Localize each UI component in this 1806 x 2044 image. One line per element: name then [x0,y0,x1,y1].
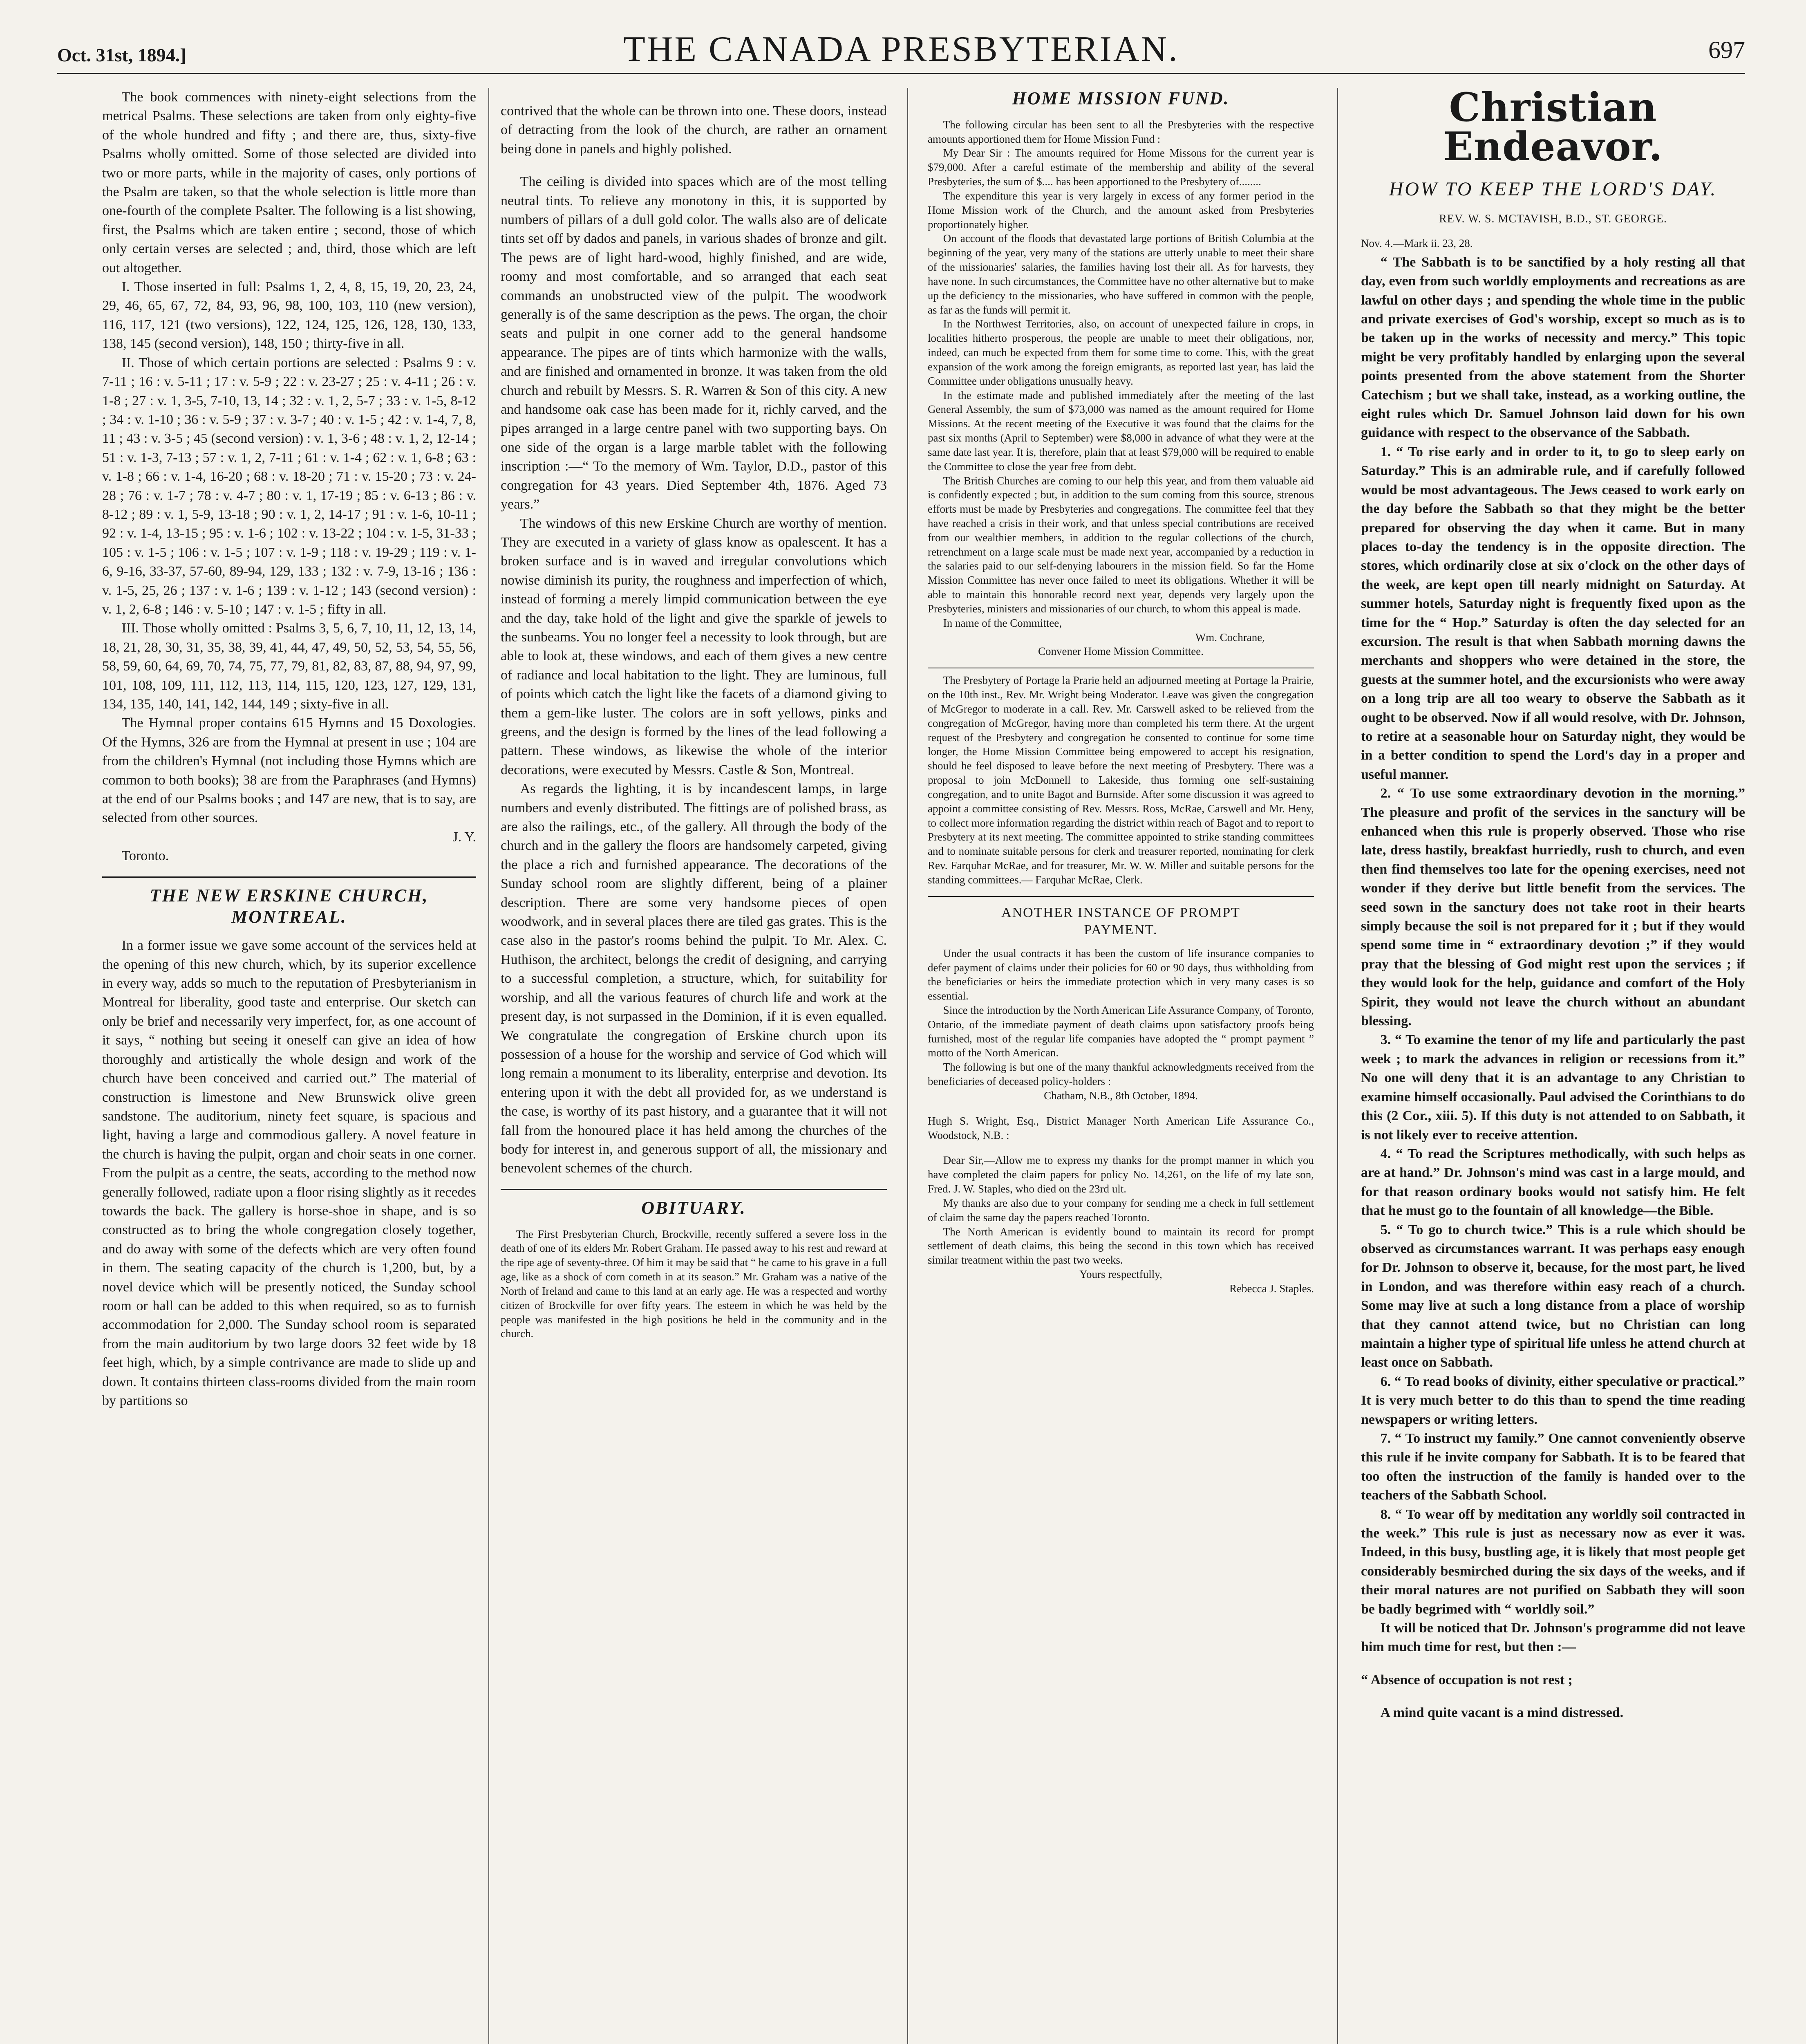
column-divider [1337,88,1338,2044]
header-rule [57,73,1745,74]
paragraph: In a former issue we gave some account of the services held at the opening of this new church, which, by its superior excellence in every way, adds so much to the reputation of Presbyterianism in Montreal for liberality, good taste and enterprise. Our sketch can only be brief and necessarily very imperfect, for, as one account of it says, “ nothing but seeing it oneself can give an idea of how thoroughly and artistically the whole design and work of the church have been conceived and carried out.” The material of construction is limestone and New Brunswick olive green sandstone. The auditorium, ninety feet square, is spacious and light, having a large and commodious gallery. A novel feature in the church is having the pulpit, organ and choir seats in one corner. From the pulpit as a centre, the seats, according to the method now generally followed, radiate upon a floor rising slightly as it recedes towards the back. The gallery is horse-shoe in shape, and is so constructed as to bring the whole congregation closely together, and do away with some of the defects which are very often found in them. The seating capacity of the church is 1,200, but, by a novel device which will be presently noticed, the Sunday school room or hall can be added to this when required, so as to furnish accommodation for 2,000. The Sunday school room is separated from the main auditorium by two large doors 32 feet wide by 18 feet high, which, by a simple contrivance are made to slide up and down. It contains thirteen class-rooms divided from the main room by partitions so [102,938,476,1408]
erskine-heading [102,885,476,928]
paragraph: The British Churches are coming to our help this year, and from them valuable aid is confidently expected ; but, in addition to the sum coming from this source, strenous efforts must be made by Presbyteries and congregations. The committee feel that they have reached a crisis in their work, and that unless special contributions are received from our wealthier members, in addition to the regular collections of the church, retrenchment on a large scale must be made next year, accompanied by a reduction in the salaries paid to our self-denying labourers in the mission field. So far the Home Mission Committee has never once failed to meet its obligations. Whether it will be able to maintain this honorable record next year, depends very largely upon the Presbyteries, ministers and missionaries of our church, to whom this appeal is made. [928,474,1314,615]
paragraph: The First Presbyterian Church, Brockville, recently suffered a severe loss in the death of one of its elders Mr. Robert Graham. He passed away to his rest and reward at the ripe age of seventy-three. Of him it may be said that “ he came to his grave in a full age, like as a shock of corn cometh in at its season.” Mr. Graham was a native of the North of Ireland and came to this land at an early age. He was a respected and worthy citizen of Brockville for over fifty years. The esteem in which he was held by the people was manifested in the high positions he held in the community and in the church. [501,1228,887,1340]
column-divider [488,88,489,2044]
scripture-reference: Nov. 4.—Mark ii. 23, 28. [1361,237,1473,249]
column-1 [102,88,476,2044]
paragraph: 1. “ To rise early and in order to it, to go to sleep early on Saturday.” This is an admirable rule, and if carefully followed would be most advantageous. The Jews ceased to work early on the day before the Sabbath so that they might be the better prepared for observing the day when it came. But in many places to-day the tendency is in the opposite direction. The stores, which ordinarily close at six o'clock on the other days of the week, are kept open till nearly midnight on Saturday. At summer hotels, Saturday night is frequently fixed upon as the time for the “ Hop.” Saturday is often the day selected for an excursion. The result is that when Sabbath morning dawns the merchants and shoppers who were detained in the store, the guests at the summer hotel, and the excursionists who were away on a long trip are all too weary to observe the Sabbath as it ought to be observed. Now if all would resolve, with Dr. Johnson, to retire at a seasonable hour on Saturday night, they would be in a better condition to spend the Lord's day in a proper and useful manner. [1361,444,1745,782]
paragraph: Dear Sir,—Allow me to express my thanks for the prompt manner in which you have completed the claim papers for policy No. 14,261, on the life of my late son, Fred. J. W. Staples, who died on the 23rd ult. [928,1154,1314,1195]
paragraph: III. Those wholly omitted : Psalms 3, 5, 6, 7, 10, 11, 12, 13, 14, 18, 21, 28, 30, 31, 35, 38, 39, 41, 44, 47, 49, 50, 52, 53, 54, 55, 56, 58, 59, 60, 64, 69, 70, 74, 75, 77, 79, 81, 82, 83, 87, 88, 94, 97, 99, 101, 108, 109, 111, 112, 113, 114, 115, 120, 123, 127, 129, 131, 134, 135, 140, 141, 142, 144, 149 ; sixty-five in all. [102,621,476,712]
signature: Wm. Cochrane, [1195,631,1265,643]
column-3 [928,88,1314,2044]
paragraph: “ The Sabbath is to be sanctified by a holy resting all that day, even from such worldly employments and recreations as are lawful on other days ; and spending the whole time in the public and private exercises of God's worship, except so much as is to be taken up in the works of necessity and mercy.” This topic might be very profitably handled by enlarging upon the several points presented from the above statement from the Shorter Catechism ; but we shall take, instead, as a working outline, the eight rules which Dr. Samuel Johnson laid down for his own guidance with respect to the observance of the Sabbath. [1361,254,1745,441]
paragraph: 8. “ To wear off by meditation any worldly soil contracted in the week.” This rule is just as necessary now as ever it was. Indeed, in this busy, bustling age, it is likely that most people get considerably besmirched during the six days of the weeks, and if their moral natures are not purified on Sabbath they will soon be badly begrimed with “ worldly soil.” [1361,1506,1745,1617]
signature: Rebecca J. Staples. [1229,1282,1314,1295]
paragraph: On account of the floods that devastated large portions of British Columbia at the beginning of the year, very many of the stations are utterly unable to meet their share of the missionaries' salaries, the families having lost their all. As for harvests, they have none. In such circumstances, the Committee have no other alternative but to make up the deficiency to the missionaries, who have suffered in common with the people, as far as the funds will permit it. [928,232,1314,316]
author-initials: J. Y. [452,829,476,845]
prompt-payment-heading-line2: PAYMENT. [1084,922,1158,938]
paragraph: The following is but one of the many thankful acknowledgments received from the beneficiaries of deceased policy-holders : [928,1061,1314,1088]
section-rule [102,876,476,878]
prompt-payment-heading-line1: ANOTHER INSTANCE OF PROMPT [1001,905,1240,920]
paragraph: contrived that the whole can be thrown into one. These doors, instead of detracting from the look of the church, are rather an ornament being done in panels and highly polished. [501,103,887,157]
section-rule [928,896,1314,897]
paragraph: In the estimate made and published immediately after the meeting of the last General Assembly, the sum of $73,000 was named as the amount required for Home Missions. At the recent meeting of the Executive it was found that the claims for the past six months (April to September) were $8,000 in advance of what they were at the same date last year. It is, therefore, plain that at least $79,000 will be required to enable the Committee to close the year free from debt. [928,389,1314,473]
paragraph: 5. “ To go to church twice.” This is a rule which should be observed as circumstances warrant. It was perhaps easy enough for Dr. Johnson to observe it, because, for the most part, he lived in London, and was therefore within easy reach of a church. Some may live at such a long distance from a place of worship that they cannot attend twice, but no Christian can long maintain a higher type of spiritual life unless he attend church at least once on Sabbath. [1361,1222,1745,1370]
paragraph: 7. “ To instruct my family.” One cannot conveniently observe this rule if he invite company for Sabbath. It is to be feared that too often the instruction of the family is handed over to the teachers of the Sabbath School. [1361,1431,1745,1503]
paragraph: My thanks are also due to your company for sending me a check in full settlement of claim the same day the papers reached Toronto. [928,1197,1314,1224]
paragraph: In the Northwest Territories, also, on account of unexpected failure in crops, in localities hitherto prosperous, the people are unable to meet their obligations, nor, indeed, can much be expected from them for some time to come. This, with the great expansion of the work among the foreign emigrants, as reported last year, has laid the Committee under obligations unusually heavy. [928,318,1314,387]
paragraph: The following circular has been sent to all the Presbyteries with the respective amounts apportioned them for Home Mission Fund : [928,118,1314,145]
author-place: Toronto. [121,848,169,864]
letter-closing: Yours respectfully, [1079,1268,1162,1281]
christian-endeavor-heading: Christian Endeavor. [1443,88,1663,170]
page-number: 697 [1708,36,1745,63]
paragraph: 3. “ To examine the tenor of my life and particularly the past week ; to mark the advances in religion or recessions from it.” No one will deny that it is an advantage to any Christian to examine himself occasionally. Paul advised the Corinthians to do this (2 Cor., xiii. 5). If this duty is not attended to on Sabbath, it is not likely ever to receive attention. [1361,1032,1745,1143]
paragraph: My Dear Sir : The amounts required for Home Missons for the current year is $79,000. After a careful estimate of the membership and ability of the several Presbyteries, the sum of $.... has been apportioned to the Presbytery of........ [928,147,1314,188]
paragraph: II. Those of which certain portions are selected : Psalms 9 : v. 7-11 ; 16 : v. 5-11 ; 17 : v. 5-9 ; 22 : v. 23-27 ; 25 : v. 4-11 ; 26 : v. 1-8 ; 27 : v. 1, 3-5, 7-10, 13, 14 ; 32 : v. 1, 2, 5-7 ; 33 : v. 1-5, 8-12 ; 34 : v. 1-10 ; 36 : v. 5-9 ; 37 : v. 3-7 ; 40 : v. 1-5 ; 42 : v. 1-4, 7, 8, 11 ; 43 : v. 3-5 ; 45 (second version) : v. 1, 3-6 ; 48 : v. 1, 2, 12-14 ; 51 : v. 1-3, 7-13 ; 57 : v. 1, 2, 7-11 ; 61 : v. 1-4 ; 62 : v. 1, 6-8 ; 63 : v. 1-8 ; 66 : v. 1-4, 16-20 ; 68 : v. 18-20 ; 71 : v. 15-20 ; 73 : v. 24-28 ; 76 : v. 1-7 ; 78 : v. 4-7 ; 80 : v. 1, 17-19 ; 85 : v. 6-13 ; 86 : v. 8-12 ; 89 : v. 1, 5-9, 13-18 ; 90 : v. 1, 2, 14-17 ; 91 : v. 1-6, 10-11 ; 92 : v. 1-4, 13-15 ; 95 : v. 1-6 ; 102 : v. 13-22 ; 104 : v. 1-5, 31-33 ; 105 : v. 1-5 ; 106 : v. 1-5 ; 107 : v. 1-9 ; 118 : v. 19-29 ; 119 : v. 1-6, 9-16, 33-37, 57-60, 89-94, 129, 133 ; 132 : v. 7-9, 13-16 ; 136 : v. 1-5, 25, 26 ; 137 : v. 1-6 ; 139 : v. 1-12 ; 143 (second version) : v. 1, 2, 6-8 ; 146 : v. 5-10 ; 147 : v. 1-5 ; fifty in all. [102,355,476,617]
column-2 [501,88,887,2044]
paragraph: The ceiling is divided into spaces which are of the most telling neutral tints. To relieve any monotony in this, it is supported by numbers of pillars of a dull gold color. The walls also are of delicate tints set off by dados and panels, in various shades of bronze and gilt. The pews are of light hard-wood, highly finished, and are wide, roomy and most comfortable, and so arranged that each seat commands an unobstructed view of the pulpit. The woodwork generally is of the same description as the pews. The organ, the choir seats and pulpit in one corner add to the general handsome appearance. The pipes are of tints which harmonize with the walls, and are finished and ornamented in bronze. It was taken from the old church and rebuilt by Messrs. S. R. Warren & Son of this city. A new and handsome oak case has been made for it, richly carved, and the pipes arranged in a large centre panel with two supporting bays. On one side of the organ is a large marble tablet with the following inscription :—“ To the memory of Wm. Taylor, D.D., pastor of this congregation for 43 years. Died September 4th, 1876. Aged 73 years.” [501,174,887,512]
issue-date: Oct. 31st, 1894.] [57,45,186,65]
prompt-payment-heading [928,904,1314,939]
masthead-title: THE CANADA PRESBYTERIAN. [623,29,1179,69]
paragraph: The Hymnal proper contains 615 Hymns and 15 Doxologies. Of the Hymns, 326 are from the Hymnal at present in use ; 104 are from the children's Hymnal (not including those Hymns which are common to both books); 38 are from the Paraphrases (and Hymns) at the end of our Psalms books ; and 147 are new, that is to say, are selected from other sources. [102,715,476,826]
paragraph: Under the usual contracts it has been the custom of life insurance companies to defer payment of claims under their policies for 60 or 90 days, thus withholding from the beneficiaries or heirs the immediate protection which in very many cases is so essential. [928,947,1314,1002]
quote-line: A mind quite vacant is a mind distressed. [1380,1705,1624,1721]
signature-title: Convener Home Mission Committee. [1038,645,1204,658]
erskine-heading-line1: THE NEW ERSKINE CHURCH, [150,885,429,905]
page-header [57,29,1745,74]
obituary-heading: OBITUARY. [641,1197,746,1218]
paragraph: Since the introduction by the North American Life Assurance Company, of Toronto, Ontario, of the immediate payment of death claims upon satisfactory proofs being furnished, most of the regular life companies have adopted the “ prompt payment ” motto of the North American. [928,1004,1314,1059]
paragraph: I. Those inserted in full: Psalms 1, 2, 4, 8, 15, 19, 20, 23, 24, 29, 46, 65, 67, 72, 84, 93, 96, 98, 100, 103, 110 (new version), 116, 117, 121 (two versions), 122, 124, 125, 126, 128, 130, 133, 138, 145 (second version), 148, 150 ; thirty-five in all. [102,279,476,352]
paragraph: It will be noticed that Dr. Johnson's programme did not leave him much time for rest, but then :— [1361,1620,1745,1655]
letter-address: Hugh S. Wright, Esq., District Manager North American Life Assurance Co., Woodstock, N.B. : [928,1114,1314,1141]
paragraph: As regards the lighting, it is by incandescent lamps, in large numbers and evenly distributed. The fittings are of polished brass, as are also the railings, etc., of the gallery. All through the body of the church and in the gallery the floors are handsomely carpeted, giving the place a rich and furnished appearance. The decorations of the Sunday school room are slightly different, being of a plainer description. There are some very handsome pieces of open woodwork, and in several places there are tiled gas grates. This is the case also in the pastor's rooms behind the pulpit. To Mr. Alex. C. Huthison, the architect, belongs the credit of designing, and carrying to a successful completion, a structure, which, for suitability for worship, and all the various features of church life and work at the present day, is not surpassed in the Dominion, if it is even equalled. We congratulate the congregation of Erskine church upon its possession of a house for the worship and service of God which will long remain a monument to its liberality, enterprise and devotion. Its entering upon it with the debt all provided for, as we understand is the case, is worthy of its past history, and a guarantee that it will not fall from the honoured place it has held among the churches of the body for interest in, and generous support of all, the missionary and benevolent schemes of the church. [501,781,887,1176]
paragraph: 2. “ To use some extraordinary devotion in the morning.” The pleasure and profit of the services in the sanctury will be enhanced when this rule is properly observed. Those who rise late, dress hastily, breakfast hurriedly, rush to church, and even then find themselves too late for the opening exercises, need not wonder if they derive but little benefit from the services. The seed sown in the sanctury does not take root in their hearts simply because the soil is not prepared for it ; but if they would spend some time in “ extraordinary devotion ;” if they would pray that the blessing of God might rest upon the services ; if they would look for the help, guidance and comfort of the Holy Spirit, they would not leave the church without an abundant blessing. [1361,786,1745,1029]
paragraph: The book commences with ninety-eight selections from the metrical Psalms. These selections are taken from only eighty-five of the whole hundred and fifty ; and there are, thus, sixty-five Psalms wholly omitted. Some of those selected are divided into two or more parts, while in the majority of cases, only portions of the Psalm are taken, so that the whole selection is little more than one-fourth of the complete Psalter. The following is a list showing, first, the Psalms which are taken entire ; second, those of which only certain verses are selected ; and, third, those which are left out altogether. [102,90,476,276]
paragraph: The expenditure this year is very largely in excess of any former period in the Home Mission work of the Church, and the amount asked from Presbyteries proportionately higher. [928,189,1314,231]
paragraph: In name of the Committee, [943,616,1062,629]
byline: REV. W. S. MCTAVISH, B.D., ST. GEORGE. [1439,213,1667,225]
quote-line: “ Absence of occupation is not rest ; [1361,1672,1573,1688]
lords-day-subheading: HOW TO KEEP THE LORD'S DAY. [1389,178,1717,200]
paragraph: The windows of this new Erskine Church are worthy of mention. They are executed in a variety of glass know as opalescent. It has a broken surface and is in waved and irregular convolutions which nowise diminish its purity, the roughness and imperfection of which, instead of forming a merely limpid communication between the eye and the day, take hold of the light and give the sparkle of jewels to the sunbeams. You no longer feel a necessity to look through, but are able to look at, these windows, and each of them gives a new centre of radiance and local habitation to the light. They are luminous, full of points which catch the light like the facets of a diamond giving to them a gem-like luster. The colors are in soft yellows, pinks and greens, and the design is formed by the lines of the lead following a pattern. These windows, as likewise the whole of the interior decorations, were executed by Messrs. Castle & Son, Montreal. [501,515,887,778]
letter-date: Chatham, N.B., 8th October, 1894. [1044,1089,1198,1102]
column-4 [1361,88,1745,2044]
erskine-heading-line2: MONTREAL. [231,907,347,927]
paragraph: 4. “ To read the Scriptures methodically, with such helps as are at hand.” Dr. Johnson's mind was cast in a large mould, and for that reason ordinary books would not satisfy him. He felt that he must go to the fountain of all knowledge—the Bible. [1361,1146,1745,1219]
home-mission-heading: HOME MISSION FUND. [1012,88,1230,108]
paragraph: The Presbytery of Portage la Prarie held an adjourned meeting at Portage la Prairie, on the 10th inst., Rev. Mr. Wright being Moderator. Leave was given the congregation of McGregor to moderate in a call. Rev. Mr. Carswell asked to be relieved from the congregation of McGregor, having more than completed his term there. At the urgent request of the Presbytery and congregation he consented to continue for some time longer, the Home Mission Committee being empowered to accept his resignation, should he feel disposed to leave before the next meeting of Presbytery. There was a proposal to join McDonnell to Lakeside, thus forming one self-sustaining congregation, and to unite Bagot and Burnside. After some discussion it was agreed to appoint a committee consisting of Rev. Messrs. Ross, McRae, Carswell and Mr. Heny, to collect more information regarding the district within reach of Bagot and to report to Presbytery at its next meeting. The committee appointed to strike standing committees and to nominate suitable persons for clerk and treasurer reported, nominating for clerk Rev. Farquhar McRae, and for treasurer, Mr. W. W. Miller and suitable persons for the standing committees.— Farquhar McRae, Clerk. [928,674,1314,886]
section-rule [501,1189,887,1190]
paragraph: The North American is evidently bound to maintain its record for prompt settlement of death claims, this being the second in this town which has received similar treatment within the past two weeks. [928,1225,1314,1266]
paragraph: 6. “ To read books of divinity, either speculative or practical.” It is very much better to do this than to spend the time reading newspapers or writing letters. [1361,1374,1745,1427]
column-divider [907,88,908,2044]
